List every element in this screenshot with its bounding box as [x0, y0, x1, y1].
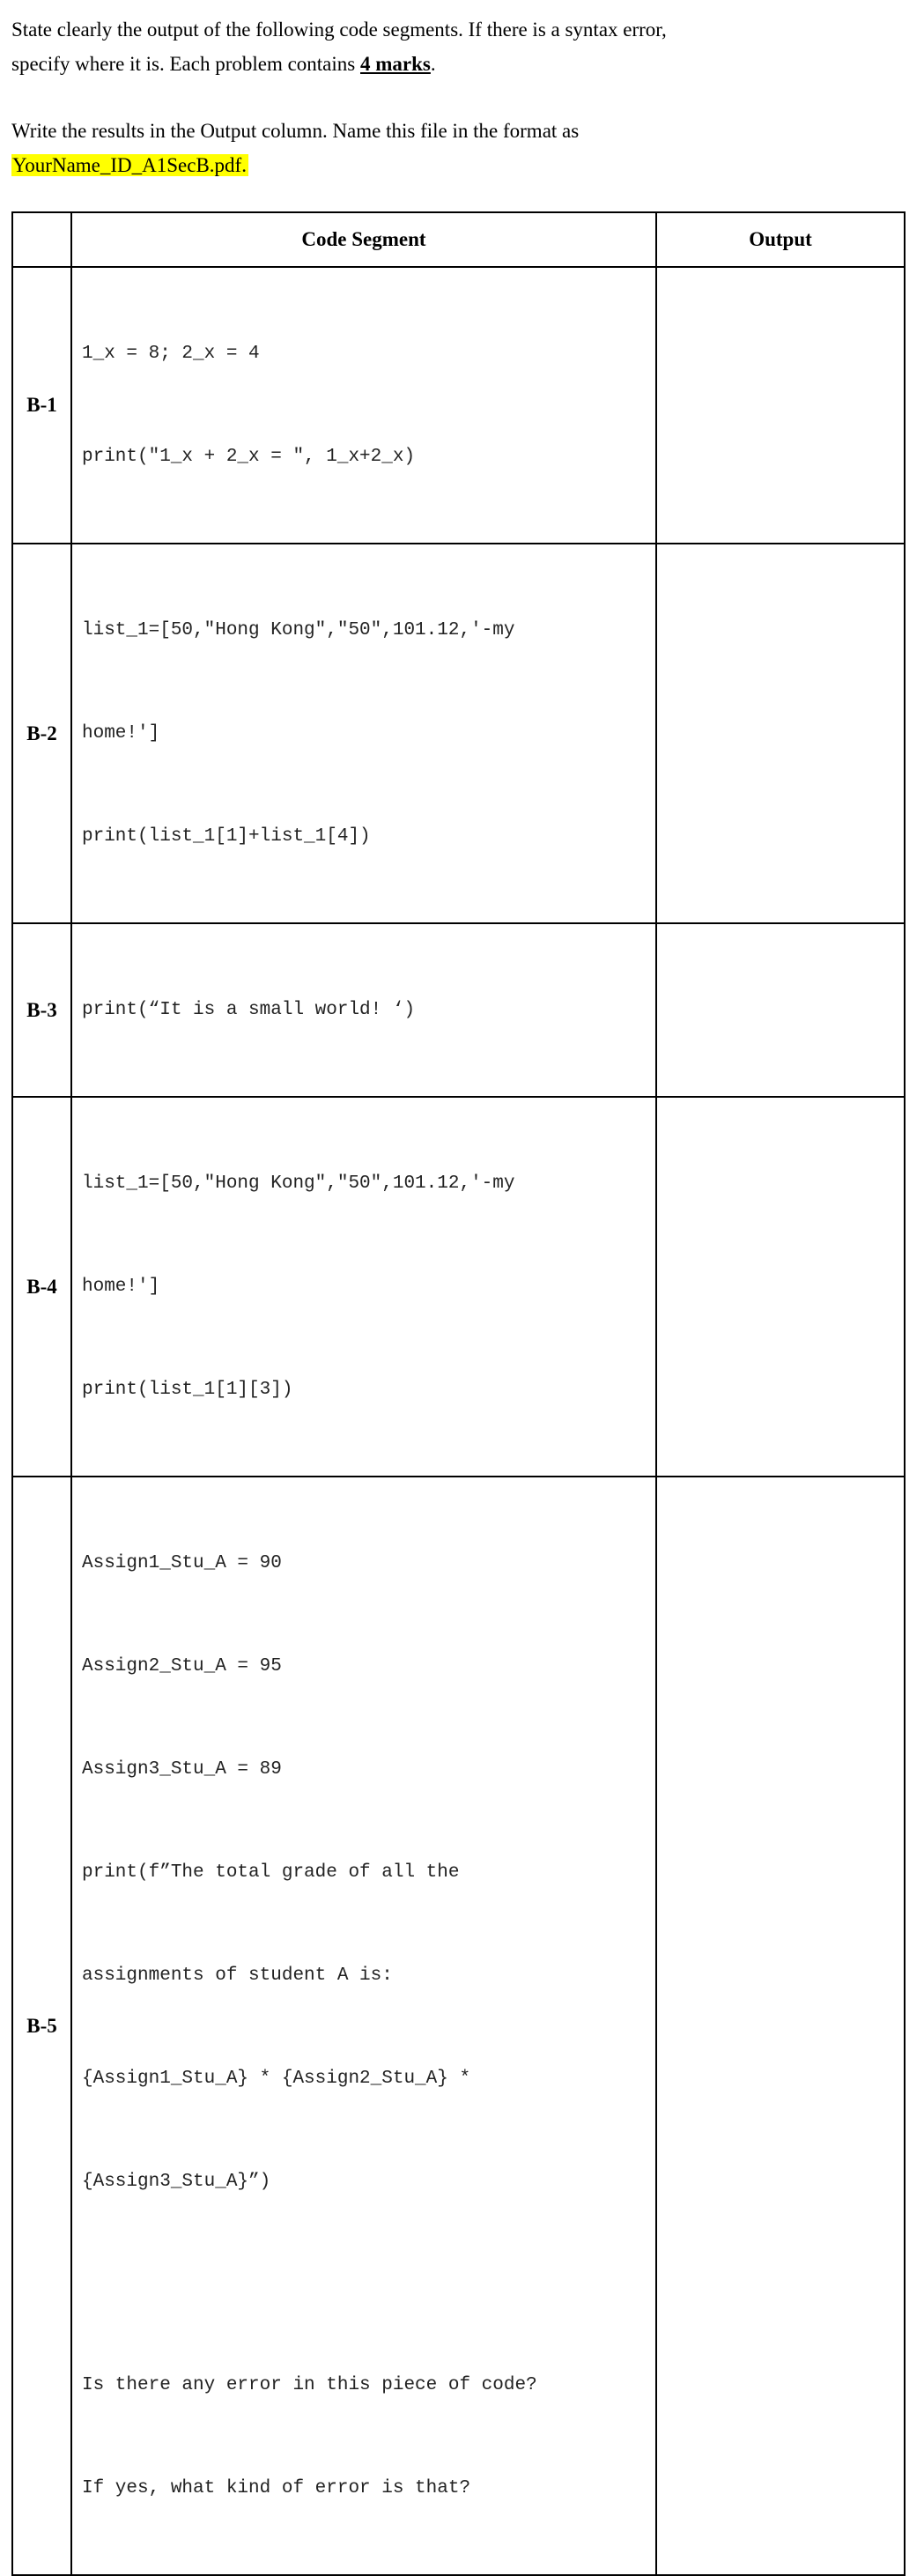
code-line: home!'] — [82, 723, 160, 744]
code-line: print("1_x + 2_x = ", 1_x+2_x) — [82, 447, 416, 467]
output-cell[interactable] — [656, 1097, 905, 1477]
table-row — [12, 1477, 905, 2575]
code-line: list_1=[50,"Hong Kong","50",101.12,'-my — [82, 1173, 515, 1194]
output-cell[interactable] — [656, 544, 905, 923]
header-code-segment: Code Segment — [71, 212, 656, 267]
output-cell[interactable] — [656, 267, 905, 544]
instruction-line-3: Write the results in the Output column. Name this file in the format as — [11, 120, 580, 142]
questions-table — [11, 211, 906, 2576]
code-line: {Assign3_Stu_A}”) — [82, 2172, 271, 2192]
question-line: If yes, what kind of error is that? — [82, 2478, 471, 2498]
code-line: home!'] — [82, 1277, 160, 1297]
code-line: 1_x = 8; 2_x = 4 — [82, 344, 260, 364]
question-label: B-5 — [12, 1477, 71, 2575]
output-cell[interactable] — [656, 923, 905, 1097]
code-segment — [71, 923, 656, 1097]
code-segment — [71, 267, 656, 544]
code-line: {Assign1_Stu_A} * {Assign2_Stu_A} * — [82, 2069, 471, 2089]
code-segment — [71, 544, 656, 923]
instruction-line-2-text: specify where it is. Each problem contains — [11, 53, 360, 75]
question-label: B-4 — [12, 1097, 71, 1477]
question-label: B-2 — [12, 544, 71, 923]
code-line: assignments of student A is: — [82, 1965, 393, 1986]
code-line: Assign1_Stu_A = 90 — [82, 1553, 282, 1573]
table-row — [12, 923, 905, 1097]
instructions — [11, 12, 901, 182]
code-line: print(list_1[1]+list_1[4]) — [82, 826, 371, 847]
code-line: print(list_1[1][3]) — [82, 1380, 293, 1400]
filename-line — [11, 148, 901, 182]
instruction-line-1: State clearly the output of the following code segments. If there is a syntax error, — [11, 19, 667, 41]
code-line: list_1=[50,"Hong Kong","50",101.12,'-my — [82, 620, 515, 640]
code-line: print(f”The total grade of all the — [82, 1862, 460, 1883]
table-row — [12, 267, 905, 544]
header-output: Output — [656, 212, 905, 267]
output-cell[interactable] — [656, 1477, 905, 2575]
marks-emphasis: 4 marks — [360, 53, 431, 75]
table-header-row — [12, 212, 905, 267]
table-row — [12, 1097, 905, 1477]
question-line: Is there any error in this piece of code? — [82, 2375, 537, 2395]
code-line: Assign3_Stu_A = 89 — [82, 1759, 282, 1780]
header-label-cell — [12, 212, 71, 267]
filename-highlight: YourName_ID_A1SecB.pdf. — [12, 154, 247, 176]
code-line: print(“It is a small world! ‘) — [82, 1000, 416, 1020]
question-label: B-1 — [12, 267, 71, 544]
question-label: B-3 — [12, 923, 71, 1097]
table-row — [12, 544, 905, 923]
instruction-line-2-end: . — [430, 53, 436, 75]
code-line: Assign2_Stu_A = 95 — [82, 1656, 282, 1677]
instruction-line-2 — [11, 47, 901, 81]
code-segment — [71, 1097, 656, 1477]
code-segment — [71, 1477, 656, 2575]
